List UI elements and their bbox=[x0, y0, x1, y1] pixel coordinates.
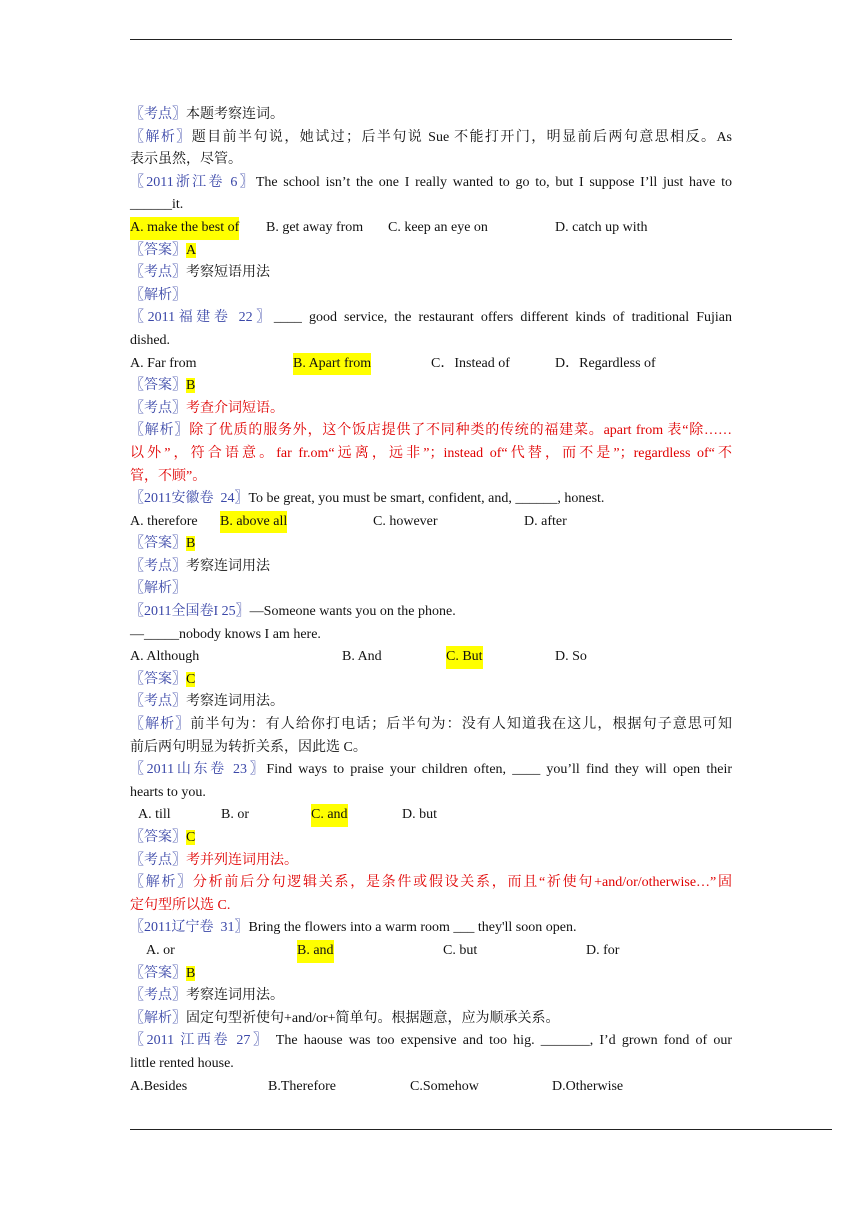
kaodian-text: 考查介词短语。 bbox=[186, 400, 284, 416]
question-stem-continued bbox=[130, 194, 732, 217]
question-head bbox=[130, 759, 732, 782]
kaodian-tag: 〖考点〗 bbox=[130, 265, 186, 281]
question-source-tag: 〖2011福建卷 22〗 bbox=[130, 310, 274, 326]
question-stem-continued bbox=[130, 1053, 732, 1076]
option-c: C. But bbox=[446, 646, 483, 669]
answer-line bbox=[130, 375, 732, 398]
jiexi-line bbox=[130, 420, 732, 443]
options-row bbox=[130, 940, 732, 963]
jiexi-text: 管，不顾”。 bbox=[130, 468, 207, 484]
option-d: D. but bbox=[402, 807, 437, 823]
kaodian-tag: 〖考点〗 bbox=[130, 558, 186, 574]
jiexi-text: 表示虽然，尽管。 bbox=[130, 152, 242, 168]
kaodian-line bbox=[130, 985, 732, 1008]
question-head bbox=[130, 1030, 732, 1053]
option-a: A. make the best of bbox=[130, 217, 239, 240]
kaodian-line bbox=[130, 691, 732, 714]
option-a: A. till bbox=[138, 807, 171, 823]
answer-line bbox=[130, 533, 732, 556]
jiexi-continued bbox=[130, 466, 732, 489]
question-source-tag: 〖2011全国卷I 25〗 bbox=[130, 604, 250, 620]
option-b: B. get away from bbox=[266, 219, 364, 235]
answer-value: B bbox=[186, 536, 196, 552]
kaodian-tag: 〖考点〗 bbox=[130, 107, 186, 122]
question-head bbox=[130, 917, 732, 940]
document-body bbox=[130, 104, 732, 1098]
option-a: A.Besides bbox=[130, 1078, 188, 1094]
jiexi-tag: 〖解析〗 bbox=[130, 129, 192, 145]
options-row bbox=[130, 1076, 732, 1099]
kaodian-line bbox=[130, 262, 732, 285]
jiexi-tag: 〖解析〗 bbox=[130, 423, 190, 439]
question-stem: hearts to you. bbox=[130, 784, 206, 800]
jiexi-text: 以外”，符合语意。far fr.om“远离，远非”；instead of“代替，而不是”；regardless of“不 bbox=[130, 445, 732, 461]
option-c: C. but bbox=[443, 942, 478, 958]
answer-tag: 〖答案〗 bbox=[130, 242, 186, 258]
question-head bbox=[130, 172, 732, 195]
jiexi-line bbox=[130, 285, 732, 308]
jiexi-line bbox=[130, 578, 732, 601]
options-row bbox=[130, 353, 732, 376]
option-d: D. after bbox=[524, 513, 567, 529]
options-row bbox=[130, 217, 732, 240]
jiexi-continued bbox=[130, 895, 732, 918]
answer-tag: 〖答案〗 bbox=[130, 671, 186, 687]
question-stem: The school isn’t the one I really wanted to go to, but I suppose I’ll just have to bbox=[255, 174, 733, 190]
kaodian-text: 考并列连词用法。 bbox=[186, 852, 298, 868]
option-c: C．Instead of bbox=[431, 355, 510, 371]
kaodian-text: 考察连词用法 bbox=[186, 558, 270, 574]
option-b: B. And bbox=[342, 649, 382, 665]
option-d: D. for bbox=[586, 942, 620, 958]
jiexi-line bbox=[130, 127, 732, 150]
options-row bbox=[130, 804, 732, 827]
jiexi-continued bbox=[130, 149, 732, 172]
question-stem: ____ good service, the restaurant offers different kinds of traditional Fujian bbox=[273, 310, 733, 326]
question-stem: The haouse was too expensive and too hig. _______, I’d grown fond of our bbox=[269, 1033, 733, 1049]
options-row bbox=[130, 511, 732, 534]
question-stem: —Someone wants you on the phone. bbox=[249, 604, 456, 620]
question-stem-continued bbox=[130, 330, 732, 353]
option-d: D.Otherwise bbox=[552, 1078, 624, 1094]
question-stem-continued bbox=[130, 782, 732, 805]
question-head bbox=[130, 601, 732, 624]
jiexi-text: 前半句为：有人给你打电话；后半句为：没有人知道我在这儿，根据句子意思可知 bbox=[190, 717, 733, 733]
answer-line bbox=[130, 963, 732, 986]
answer-tag: 〖答案〗 bbox=[130, 965, 186, 981]
answer-value: B bbox=[186, 378, 196, 394]
question-stem: little rented house. bbox=[130, 1055, 234, 1071]
option-c: C.Somehow bbox=[410, 1078, 479, 1094]
option-a: A. Although bbox=[130, 649, 200, 665]
jiexi-text: 前后两句明显为转折关系，因此选 C。 bbox=[130, 739, 367, 755]
question-head bbox=[130, 488, 732, 511]
jiexi-text: 除了优质的服务外，这个饭店提供了不同种类的传统的福建菜。apart from 表“除…… bbox=[189, 423, 733, 439]
kaodian-tag: 〖考点〗 bbox=[130, 852, 186, 868]
option-a: A. therefore bbox=[130, 513, 198, 529]
option-d: D．Regardless of bbox=[555, 355, 656, 371]
jiexi-text: 固定句型祈使句+and/or+简单句。根据题意，应为顺承关系。 bbox=[186, 1010, 560, 1026]
question-source-tag: 〖2011浙江卷 6〗 bbox=[130, 174, 256, 190]
jiexi-tag: 〖解析〗 bbox=[130, 1010, 186, 1026]
answer-line bbox=[130, 240, 732, 263]
jiexi-line bbox=[130, 714, 732, 737]
option-c: C. however bbox=[373, 513, 438, 529]
option-a: A. Far from bbox=[130, 355, 197, 371]
question-stem: —_____nobody knows I am here. bbox=[130, 626, 321, 642]
jiexi-line bbox=[130, 1008, 732, 1031]
question-source-tag: 〖2011山东卷 23〗 bbox=[130, 762, 267, 778]
kaodian-line bbox=[130, 398, 732, 421]
question-stem: ______it. bbox=[130, 197, 184, 213]
jiexi-text: 定句型所以选 C. bbox=[130, 897, 231, 913]
header-rule bbox=[130, 39, 732, 40]
question-stem-continued bbox=[130, 624, 732, 647]
jiexi-line bbox=[130, 872, 732, 895]
jiexi-continued bbox=[130, 737, 732, 760]
option-c: C. and bbox=[311, 804, 348, 827]
kaodian-line bbox=[130, 850, 732, 873]
answer-line bbox=[130, 827, 732, 850]
option-a: A. or bbox=[146, 942, 175, 958]
question-head bbox=[130, 307, 732, 330]
question-stem: dished. bbox=[130, 332, 171, 348]
answer-value: C bbox=[186, 671, 196, 687]
kaodian-text: 考察连词用法。 bbox=[186, 694, 284, 710]
answer-value: A bbox=[186, 242, 197, 258]
kaodian-tag: 〖考点〗 bbox=[130, 694, 186, 710]
options-row bbox=[130, 646, 732, 669]
kaodian-tag: 〖考点〗 bbox=[130, 988, 186, 1004]
question-stem: Bring the flowers into a warm room ___ they'll soon open. bbox=[248, 920, 577, 936]
answer-tag: 〖答案〗 bbox=[130, 536, 186, 552]
jiexi-tag: 〖解析〗 bbox=[130, 875, 193, 891]
jiexi-tag: 〖解析〗 bbox=[130, 717, 191, 733]
answer-tag: 〖答案〗 bbox=[130, 830, 186, 845]
option-b: B.Therefore bbox=[268, 1078, 337, 1094]
question-source-tag: 〖2011辽宁卷 31〗 bbox=[130, 920, 249, 936]
answer-line bbox=[130, 669, 732, 692]
option-d: D. catch up with bbox=[555, 219, 648, 235]
answer-tag: 〖答案〗 bbox=[130, 378, 186, 394]
question-stem: To be great, you must be smart, confident, and, ______, honest. bbox=[248, 491, 605, 507]
jiexi-text: 分析前后分句逻辑关系，是条件或假设关系，而且“祈使句+and/or/otherwise…”固 bbox=[192, 875, 733, 891]
kaodian-text: 本题考察连词。 bbox=[186, 107, 284, 122]
option-c: C. keep an eye on bbox=[388, 219, 488, 235]
kaodian-line bbox=[130, 104, 732, 127]
footer-rule bbox=[130, 1129, 832, 1130]
option-b: B. and bbox=[297, 940, 334, 963]
option-b: B. Apart from bbox=[293, 353, 371, 376]
kaodian-line bbox=[130, 556, 732, 579]
kaodian-text: 考察短语用法 bbox=[186, 265, 270, 281]
question-source-tag: 〖2011安徽卷 24〗 bbox=[130, 491, 249, 507]
jiexi-text: 题目前半句说，她试过；后半句说 Sue 不能打开门，明显前后两句意思相反。As bbox=[191, 129, 732, 145]
answer-value: B bbox=[186, 965, 196, 981]
option-b: B. above all bbox=[220, 511, 287, 534]
option-b: B. or bbox=[221, 807, 249, 823]
option-d: D. So bbox=[555, 649, 587, 665]
question-stem: Find ways to praise your children often, ____ you’ll find they will open their bbox=[266, 762, 733, 778]
kaodian-tag: 〖考点〗 bbox=[130, 400, 186, 416]
jiexi-tag: 〖解析〗 bbox=[130, 581, 186, 597]
question-source-tag: 〖2011 江西卷 27〗 bbox=[130, 1033, 270, 1049]
jiexi-tag: 〖解析〗 bbox=[130, 287, 186, 303]
answer-value: C bbox=[186, 830, 196, 845]
kaodian-text: 考察连词用法。 bbox=[186, 988, 284, 1004]
jiexi-continued bbox=[130, 443, 732, 466]
